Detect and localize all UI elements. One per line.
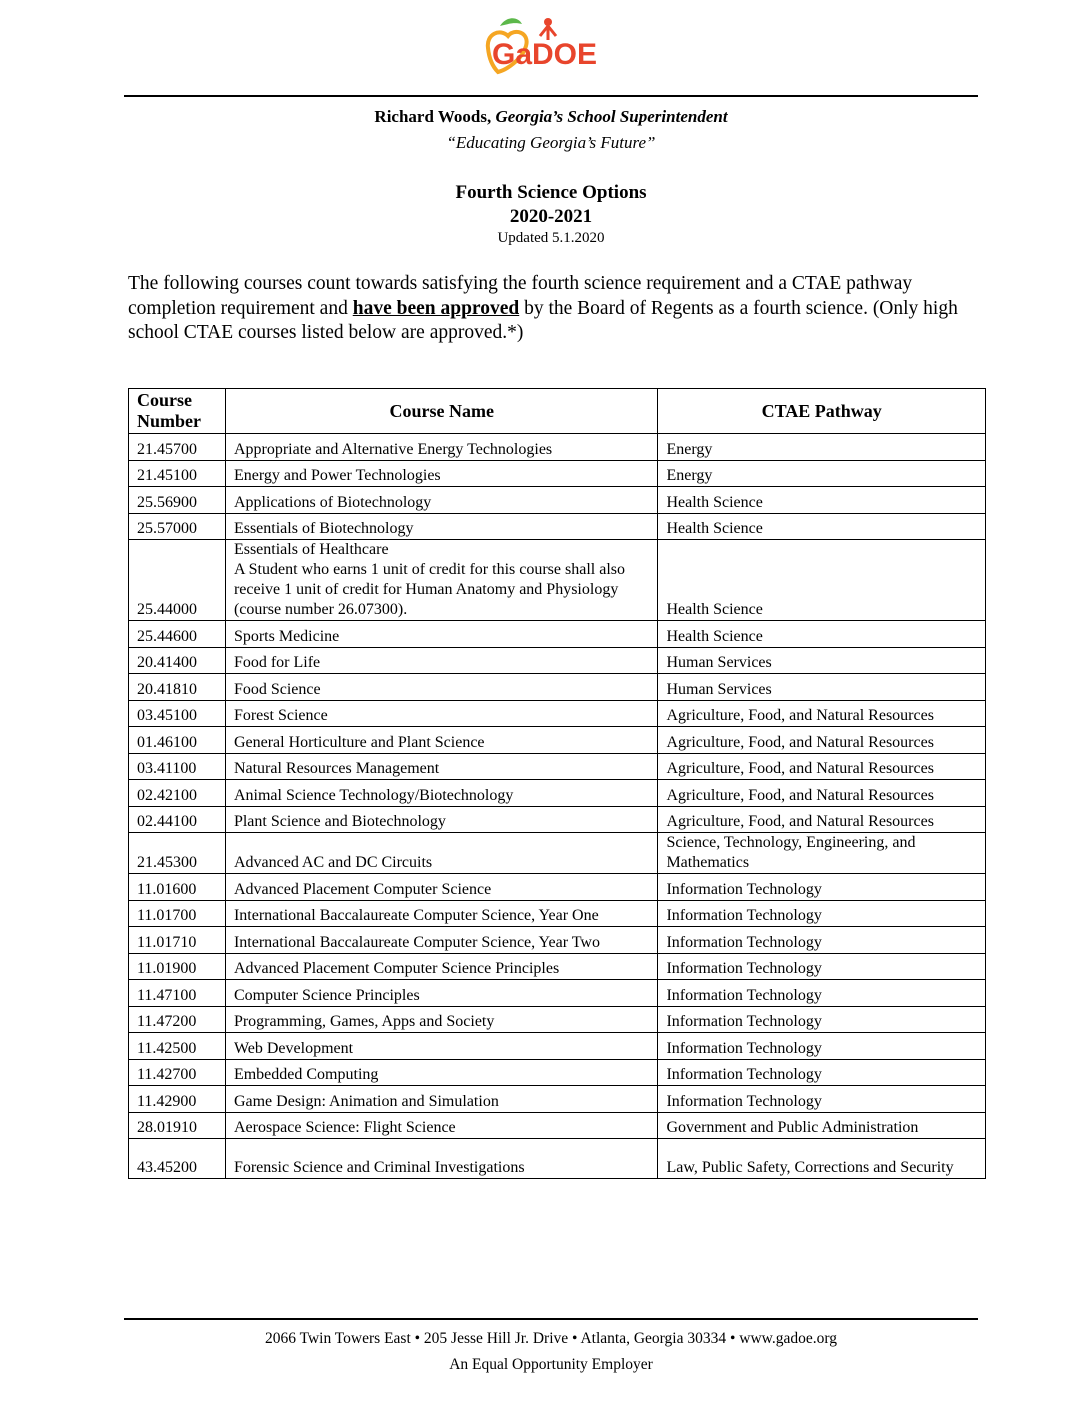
table-row <box>129 1059 986 1086</box>
course-number-cell: 11.47100 <box>129 980 226 1007</box>
table-header-row <box>129 389 986 434</box>
table-row <box>129 674 986 701</box>
table-row <box>129 874 986 901</box>
footer-employer: An Equal Opportunity Employer <box>449 1356 653 1373</box>
table-row <box>129 487 986 514</box>
course-number-cell: 21.45300 <box>129 833 226 874</box>
table-row <box>129 621 986 648</box>
course-name-cell: Food Science <box>225 674 657 701</box>
table-row <box>129 460 986 487</box>
course-number-cell: 20.41810 <box>129 674 226 701</box>
title-line-1: Fourth Science Options <box>455 182 647 203</box>
logo-wordmark: GaDOE <box>492 38 598 71</box>
course-name-cell: Essentials of Biotechnology <box>225 513 657 540</box>
ctae-pathway-cell: Human Services <box>658 647 986 674</box>
course-name-cell: Aerospace Science: Flight Science <box>225 1112 657 1139</box>
ctae-pathway-cell: Health Science <box>658 621 986 648</box>
course-number-cell: 21.45100 <box>129 460 226 487</box>
course-name-cell: Sports Medicine <box>225 621 657 648</box>
column-header-course-number: Course Number <box>129 389 226 434</box>
motto: “Educating Georgia’s Future” <box>446 133 656 152</box>
course-name-cell: Web Development <box>225 1033 657 1060</box>
ctae-pathway-cell: Science, Technology, Engineering, and Mathematics <box>658 833 986 874</box>
ctae-pathway-cell: Information Technology <box>658 1059 986 1086</box>
course-name-cell: General Horticulture and Plant Science <box>225 727 657 754</box>
course-number-cell: 28.01910 <box>129 1112 226 1139</box>
course-number-cell: 11.01710 <box>129 927 226 954</box>
course-number-cell: 25.57000 <box>129 513 226 540</box>
intro-text-before: The following courses count towards satisfying the fourth science requirement and a CTAE pathway completion requirement and <box>128 273 913 319</box>
table-row <box>129 1086 986 1113</box>
intro-paragraph <box>128 272 958 346</box>
course-name-cell: Forest Science <box>225 700 657 727</box>
superintendent-name: Richard Woods, <box>374 107 492 126</box>
intro-text-after: by the Board of Regents as a fourth science. (Only high school CTAE courses listed below are approved.*) <box>128 297 958 343</box>
course-name-cell: Embedded Computing <box>225 1059 657 1086</box>
document-title <box>124 181 978 229</box>
table-row <box>129 753 986 780</box>
ctae-pathway-cell: Law, Public Safety, Corrections and Security <box>658 1139 986 1179</box>
course-number-cell: 03.45100 <box>129 700 226 727</box>
table-body <box>129 434 986 1179</box>
table-row <box>129 434 986 461</box>
updated-date: Updated 5.1.2020 <box>497 230 605 246</box>
ctae-pathway-cell: Agriculture, Food, and Natural Resources <box>658 727 986 754</box>
column-header-ctae-pathway: CTAE Pathway <box>658 389 986 434</box>
course-number-cell: 11.01700 <box>129 900 226 927</box>
courses-table <box>128 388 986 1179</box>
table-row <box>129 927 986 954</box>
course-number-cell: 25.44000 <box>129 540 226 621</box>
gadoe-logo <box>478 14 618 86</box>
footer-rule <box>124 1318 978 1320</box>
column-header-course-name: Course Name <box>225 389 657 434</box>
footer <box>124 1326 978 1378</box>
ctae-pathway-cell: Health Science <box>658 540 986 621</box>
course-number-cell: 21.45700 <box>129 434 226 461</box>
course-name-cell: Advanced Placement Computer Science Principles <box>225 953 657 980</box>
ctae-pathway-cell: Energy <box>658 434 986 461</box>
ctae-pathway-cell: Agriculture, Food, and Natural Resources <box>658 780 986 807</box>
course-number-cell: 02.42100 <box>129 780 226 807</box>
course-name-cell: Game Design: Animation and Simulation <box>225 1086 657 1113</box>
course-number-cell: 25.56900 <box>129 487 226 514</box>
table-row <box>129 1112 986 1139</box>
ctae-pathway-cell: Energy <box>658 460 986 487</box>
superintendent-title: Georgia’s School Superintendent <box>495 107 728 126</box>
ctae-pathway-cell: Information Technology <box>658 1086 986 1113</box>
course-number-cell: 11.01900 <box>129 953 226 980</box>
course-name-cell: International Baccalaureate Computer Science, Year Two <box>225 927 657 954</box>
ctae-pathway-cell: Agriculture, Food, and Natural Resources <box>658 806 986 833</box>
table-row <box>129 1139 986 1179</box>
ctae-pathway-cell: Agriculture, Food, and Natural Resources <box>658 700 986 727</box>
course-number-cell: 11.42900 <box>129 1086 226 1113</box>
course-number-cell: 11.01600 <box>129 874 226 901</box>
course-name-cell: Energy and Power Technologies <box>225 460 657 487</box>
course-name-cell: Advanced Placement Computer Science <box>225 874 657 901</box>
course-number-cell: 11.42700 <box>129 1059 226 1086</box>
table-row <box>129 980 986 1007</box>
ctae-pathway-cell: Information Technology <box>658 900 986 927</box>
table-row <box>129 806 986 833</box>
course-number-cell: 03.41100 <box>129 753 226 780</box>
course-name-cell: Advanced AC and DC Circuits <box>225 833 657 874</box>
logo-apple-leaf <box>500 18 522 26</box>
course-name-cell: Animal Science Technology/Biotechnology <box>225 780 657 807</box>
course-name-cell: Applications of Biotechnology <box>225 487 657 514</box>
table-row <box>129 700 986 727</box>
course-name-cell: Food for Life <box>225 647 657 674</box>
course-name-cell: Computer Science Principles <box>225 980 657 1007</box>
ctae-pathway-cell: Human Services <box>658 674 986 701</box>
course-number-cell: 11.42500 <box>129 1033 226 1060</box>
table-row <box>129 647 986 674</box>
course-number-cell: 11.47200 <box>129 1006 226 1033</box>
course-number-cell: 43.45200 <box>129 1139 226 1179</box>
ctae-pathway-cell: Health Science <box>658 487 986 514</box>
table-row <box>129 727 986 754</box>
course-name-cell: Forensic Science and Criminal Investigations <box>225 1139 657 1179</box>
ctae-pathway-cell: Information Technology <box>658 1033 986 1060</box>
course-name-cell: Plant Science and Biotechnology <box>225 806 657 833</box>
ctae-pathway-cell: Information Technology <box>658 953 986 980</box>
course-name-cell: Appropriate and Alternative Energy Technologies <box>225 434 657 461</box>
course-name-cell: International Baccalaureate Computer Science, Year One <box>225 900 657 927</box>
table-row <box>129 900 986 927</box>
ctae-pathway-cell: Information Technology <box>658 927 986 954</box>
table-row <box>129 780 986 807</box>
table-row <box>129 1033 986 1060</box>
header-rule <box>124 95 978 97</box>
table-row <box>129 540 986 621</box>
ctae-pathway-cell: Government and Public Administration <box>658 1112 986 1139</box>
ctae-pathway-cell: Information Technology <box>658 1006 986 1033</box>
title-line-2: 2020-2021 <box>509 206 593 227</box>
course-number-cell: 20.41400 <box>129 647 226 674</box>
superintendent-line <box>124 107 978 127</box>
ctae-pathway-cell: Health Science <box>658 513 986 540</box>
course-number-cell: 01.46100 <box>129 727 226 754</box>
course-name-cell: Essentials of Healthcare A Student who earns 1 unit of credit for this course shall also receive 1 unit of credit for Human Anatomy and Physiology (course number 26.07300). <box>225 540 657 621</box>
footer-address: 2066 Twin Towers East • 205 Jesse Hill Jr. Drive • Atlanta, Georgia 30334 • www.gadoe.org <box>264 1330 838 1347</box>
course-number-cell: 25.44600 <box>129 621 226 648</box>
table-row <box>129 1006 986 1033</box>
intro-emphasis: have been approved <box>352 297 520 319</box>
course-name-cell: Natural Resources Management <box>225 753 657 780</box>
ctae-pathway-cell: Information Technology <box>658 874 986 901</box>
course-name-cell: Programming, Games, Apps and Society <box>225 1006 657 1033</box>
ctae-pathway-cell: Agriculture, Food, and Natural Resources <box>658 753 986 780</box>
table-row <box>129 833 986 874</box>
course-number-cell: 02.44100 <box>129 806 226 833</box>
ctae-pathway-cell: Information Technology <box>658 980 986 1007</box>
table-row <box>129 513 986 540</box>
table-row <box>129 953 986 980</box>
